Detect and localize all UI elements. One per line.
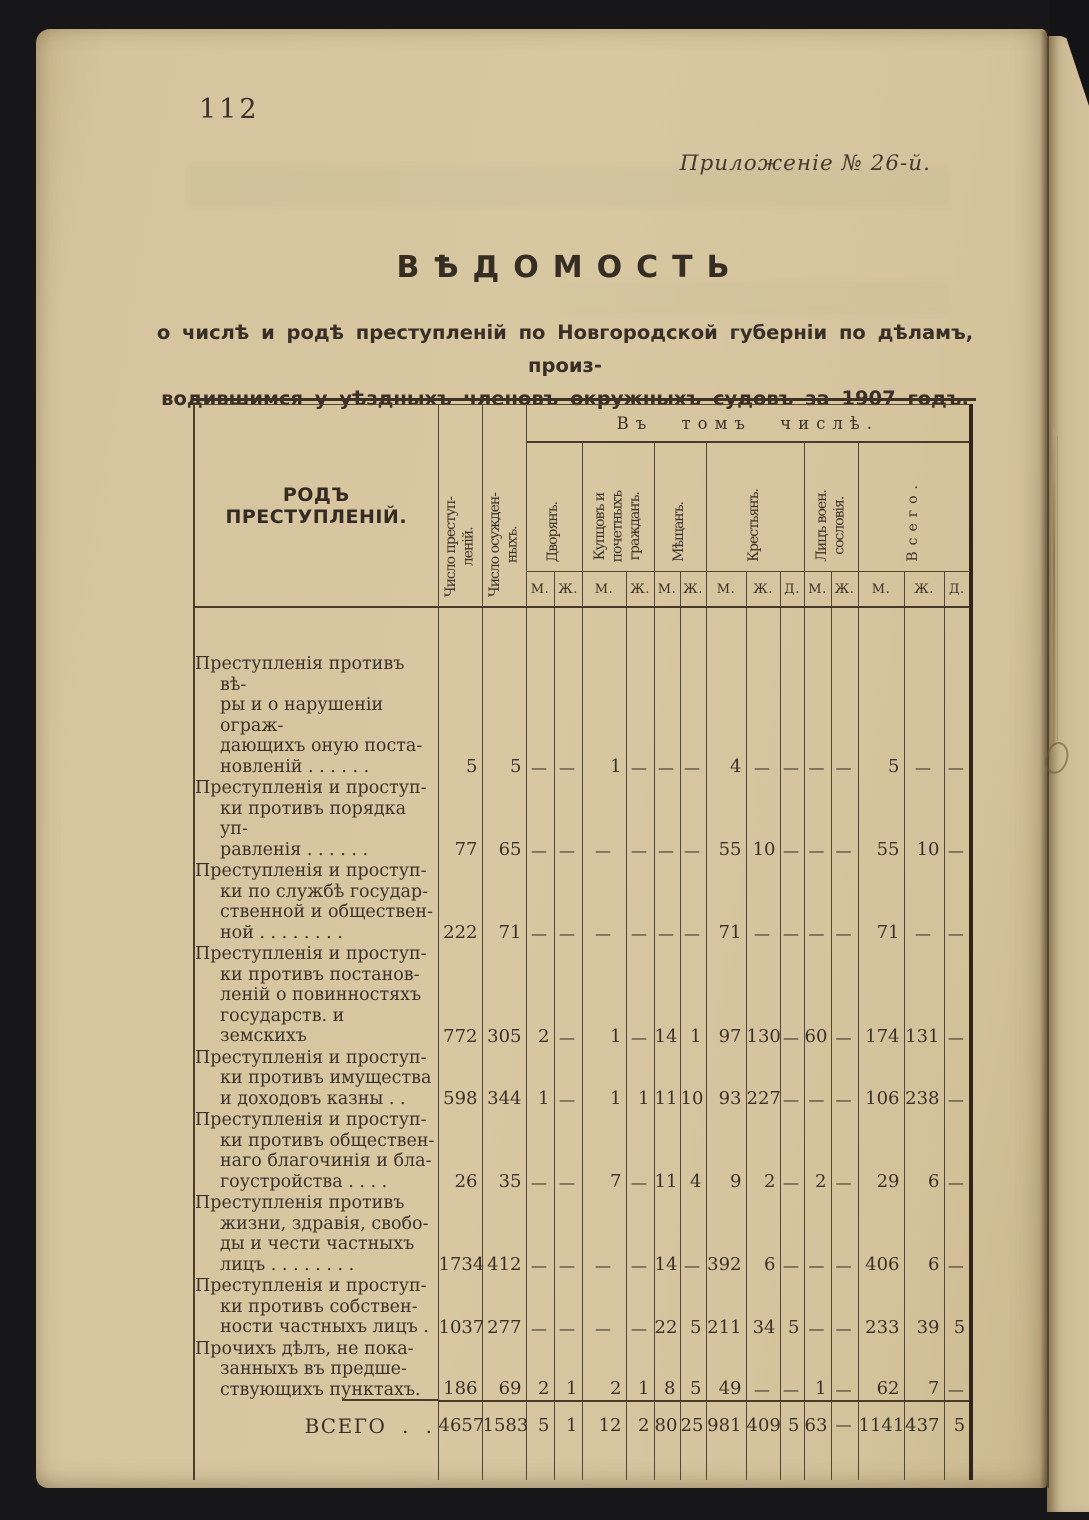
cell-peasants_c: — <box>780 607 804 778</box>
cell-total_m: 62 <box>858 1339 904 1402</box>
cell-merchants_m: 7 <box>582 1110 626 1193</box>
cell-crimes_count: 5 <box>438 607 482 778</box>
cell-burghers_m: 14 <box>654 944 680 1048</box>
cell-total_m: 106 <box>858 1048 904 1111</box>
cell-nobles_m: 1 <box>526 1048 554 1111</box>
cell-nobles_f: — <box>554 778 582 861</box>
cell-total_m: 233 <box>858 1276 904 1339</box>
total-label: ВСЕГО . . <box>194 1401 438 1480</box>
crimes-table <box>193 404 973 1480</box>
cell-merchants_m: 1 <box>582 607 626 778</box>
table-body <box>194 607 971 1480</box>
cell-total-peasants_m: 981 <box>706 1401 746 1480</box>
cell-merchants_f: 1 <box>626 1339 654 1402</box>
cell-peasants_m: 4 <box>706 607 746 778</box>
cell-convicted_count: 305 <box>482 944 526 1048</box>
cell-total-merchants_f: 2 <box>626 1401 654 1480</box>
cell-crimes_count: 598 <box>438 1048 482 1111</box>
cell-peasants_c: — <box>780 861 804 944</box>
cell-total-military_f: — <box>831 1401 858 1480</box>
cell-total-burghers_f: 25 <box>680 1401 706 1480</box>
cell-peasants_f: 2 <box>746 1110 780 1193</box>
table-row <box>194 607 971 778</box>
cell-merchants_m: 1 <box>582 1048 626 1111</box>
col-sub-nobles-1: Ж. <box>554 572 582 608</box>
cell-total_m: 55 <box>858 778 904 861</box>
col-group-military <box>804 442 858 572</box>
subtitle-line-1: о числѣ и родѣ преступленій по Новгородской губерніи по дѣламъ, произ- <box>156 321 974 377</box>
cell-peasants_f: — <box>746 607 780 778</box>
cell-merchants_f: — <box>626 1193 654 1276</box>
cell-military_f: — <box>831 1110 858 1193</box>
cell-military_m: — <box>804 861 831 944</box>
binding-thread <box>1050 428 1062 746</box>
cell-total_f: 238 <box>904 1048 944 1111</box>
cell-military_f: — <box>831 1048 858 1111</box>
cell-total_f: 39 <box>904 1276 944 1339</box>
cell-peasants_f: 6 <box>746 1193 780 1276</box>
cell-total-military_m: 63 <box>804 1401 831 1480</box>
cell-burghers_m: 22 <box>654 1276 680 1339</box>
col-convicted-count <box>482 405 526 608</box>
cell-military_f: — <box>831 1193 858 1276</box>
cell-nobles_f: — <box>554 944 582 1048</box>
col-sub-total-1: Ж. <box>904 572 944 608</box>
table-row <box>194 1110 971 1193</box>
cell-nobles_f: — <box>554 861 582 944</box>
cell-peasants_f: 34 <box>746 1276 780 1339</box>
cell-convicted_count: 35 <box>482 1110 526 1193</box>
cell-crimes_count: 186 <box>438 1339 482 1402</box>
cell-peasants_m: 49 <box>706 1339 746 1402</box>
cell-peasants_c: 5 <box>780 1276 804 1339</box>
cell-total-crimes_count: 4657 <box>438 1401 482 1480</box>
cell-nobles_m: — <box>526 1110 554 1193</box>
cell-total_f: 7 <box>904 1339 944 1402</box>
cell-nobles_m: — <box>526 607 554 778</box>
cell-merchants_f: 1 <box>626 1048 654 1111</box>
cell-total-merchants_m: 12 <box>582 1401 626 1480</box>
cell-total-peasants_c: 5 <box>780 1401 804 1480</box>
cell-peasants_m: 55 <box>706 778 746 861</box>
col-sub-military-1: Ж. <box>831 572 858 608</box>
document-title: ВѢДОМОСТЬ <box>396 250 744 285</box>
col-sub-military-0: М. <box>804 572 831 608</box>
margin-annotation: Приложеніе № 26-й. <box>679 151 931 176</box>
cell-total_f: 131 <box>904 944 944 1048</box>
cell-convicted_count: 69 <box>482 1339 526 1402</box>
cell-total_f: 10 <box>904 778 944 861</box>
cell-military_m: — <box>804 1276 831 1339</box>
cell-peasants_c: — <box>780 778 804 861</box>
row-label: Преступленія и проступ- ки противъ обществен- наго благочинія и бла- гоустройства . . . . <box>195 1110 435 1192</box>
cell-nobles_f: 1 <box>554 1339 582 1402</box>
cell-burghers_m: — <box>654 607 680 778</box>
col-group-merchants-label: Купцовъ и почетныхъ гражданъ. <box>591 490 643 562</box>
cell-peasants_f: — <box>746 1339 780 1402</box>
show-through-ghost <box>560 282 948 314</box>
col-group-military-label: Лицъ воен. сословія. <box>813 490 847 562</box>
row-label: Преступленія противъ жизни, здравія, свобо- ды и чести частныхъ лицъ . . . . . . . . <box>195 1193 429 1275</box>
col-crimes-count-label: Число преступ- леній. <box>442 496 476 597</box>
cell-total_f: — <box>904 607 944 778</box>
cell-merchants_m: — <box>582 861 626 944</box>
cell-peasants_c: — <box>780 1110 804 1193</box>
cell-burghers_f: 1 <box>680 944 706 1048</box>
cell-convicted_count: 5 <box>482 607 526 778</box>
col-group-total-label: Всего. <box>905 479 922 562</box>
cell-nobles_f: — <box>554 1110 582 1193</box>
cell-military_f: — <box>831 1339 858 1402</box>
cell-peasants_c: — <box>780 944 804 1048</box>
row-label: Преступленія и проступ- ки противъ имущества и доходовъ казны . . <box>195 1047 432 1109</box>
cell-peasants_m: 211 <box>706 1276 746 1339</box>
cell-merchants_f: — <box>626 1276 654 1339</box>
cell-total_c: — <box>944 778 971 861</box>
cell-crimes_count: 222 <box>438 861 482 944</box>
col-sub-nobles-0: М. <box>526 572 554 608</box>
cell-burghers_f: — <box>680 1193 706 1276</box>
col-convicted-count-label: Число осужден- ныхъ. <box>486 492 520 597</box>
table-row <box>194 944 971 1048</box>
cell-total-convicted_count: 1583 <box>482 1401 526 1480</box>
cell-total-total_c: 5 <box>944 1401 971 1480</box>
cell-convicted_count: 65 <box>482 778 526 861</box>
cell-total-total_m: 1141 <box>858 1401 904 1480</box>
cell-nobles_m: — <box>526 778 554 861</box>
cell-military_f: — <box>831 861 858 944</box>
cell-merchants_f: — <box>626 1110 654 1193</box>
cell-convicted_count: 277 <box>482 1276 526 1339</box>
cell-military_f: — <box>831 607 858 778</box>
cell-total_c: — <box>944 944 971 1048</box>
cell-peasants_f: 10 <box>746 778 780 861</box>
cell-burghers_m: 8 <box>654 1339 680 1402</box>
cell-military_m: — <box>804 1193 831 1276</box>
cell-crimes_count: 26 <box>438 1110 482 1193</box>
cell-burghers_f: — <box>680 778 706 861</box>
cell-merchants_f: — <box>626 944 654 1048</box>
subtitle-line-2: водившимся у уѣздныхъ членовъ окружныхъ судовъ за 1907 годъ. <box>161 387 969 410</box>
row-label: Прочихъ дѣлъ, не пока- занныхъ въ предше- ствующихъ пунктахъ. <box>195 1338 421 1400</box>
cell-merchants_m: 2 <box>582 1339 626 1402</box>
cell-military_m: — <box>804 607 831 778</box>
cell-total-nobles_m: 5 <box>526 1401 554 1480</box>
row-label: Преступленія и проступ- ки противъ собствен- ности частныхъ лицъ . <box>195 1276 429 1337</box>
cell-peasants_c: — <box>780 1193 804 1276</box>
cell-burghers_f: 5 <box>680 1339 706 1402</box>
row-label: Преступленія и проступ- ки противъ постанов- леній о повинностяхъ государств. и земскихъ <box>195 944 427 1046</box>
cell-peasants_c: — <box>780 1339 804 1402</box>
cell-total_m: 406 <box>858 1193 904 1276</box>
cell-peasants_f: 227 <box>746 1048 780 1111</box>
cell-peasants_f: 130 <box>746 944 780 1048</box>
cell-crimes_count: 77 <box>438 778 482 861</box>
cell-total_m: 29 <box>858 1110 904 1193</box>
cell-peasants_m: 392 <box>706 1193 746 1276</box>
col-sub-merchants-1: Ж. <box>626 572 654 608</box>
col-group-burghers <box>654 442 706 572</box>
table-row <box>194 1276 971 1339</box>
cell-total-burghers_m: 80 <box>654 1401 680 1480</box>
col-sub-merchants-0: М. <box>582 572 626 608</box>
cell-military_f: — <box>831 944 858 1048</box>
cell-total_c: — <box>944 607 971 778</box>
cell-military_f: — <box>831 1276 858 1339</box>
cell-merchants_m: — <box>582 1276 626 1339</box>
cell-nobles_f: — <box>554 1193 582 1276</box>
cell-total_c: 5 <box>944 1276 971 1339</box>
cell-burghers_m: 14 <box>654 1193 680 1276</box>
col-crimes-count <box>438 405 482 608</box>
cell-merchants_m: 1 <box>582 944 626 1048</box>
col-group-nobles <box>526 442 582 572</box>
cell-total_m: 174 <box>858 944 904 1048</box>
cell-burghers_m: — <box>654 861 680 944</box>
col-sub-burghers-1: Ж. <box>680 572 706 608</box>
col-sub-burghers-0: М. <box>654 572 680 608</box>
col-group-peasants-label: Крестьянъ. <box>746 489 763 562</box>
cell-military_f: — <box>831 778 858 861</box>
cell-total_c: — <box>944 1048 971 1111</box>
col-group-burghers-label: Мѣщанъ. <box>671 502 688 562</box>
cell-crimes_count: 1037 <box>438 1276 482 1339</box>
cell-nobles_m: — <box>526 1276 554 1339</box>
table-row <box>194 1193 971 1276</box>
cell-convicted_count: 412 <box>482 1193 526 1276</box>
cell-nobles_f: — <box>554 607 582 778</box>
cell-burghers_f: 5 <box>680 1276 706 1339</box>
table-row <box>194 778 971 861</box>
cell-peasants_m: 93 <box>706 1048 746 1111</box>
table-row <box>194 1339 971 1402</box>
col-group-merchants <box>582 442 654 572</box>
cell-crimes_count: 1734 <box>438 1193 482 1276</box>
cell-burghers_f: — <box>680 861 706 944</box>
cell-burghers_f: 10 <box>680 1048 706 1111</box>
cell-military_m: — <box>804 1048 831 1111</box>
col-group-peasants <box>706 442 804 572</box>
cell-nobles_m: — <box>526 1193 554 1276</box>
cell-crimes_count: 772 <box>438 944 482 1048</box>
cell-nobles_m: 2 <box>526 1339 554 1402</box>
col-sub-peasants-1: Ж. <box>746 572 780 608</box>
col-group-total <box>858 442 971 572</box>
col-sub-total-2: Д. <box>944 572 971 608</box>
cell-peasants_f: — <box>746 861 780 944</box>
cell-military_m: 2 <box>804 1110 831 1193</box>
table-row <box>194 1048 971 1111</box>
cell-burghers_f: — <box>680 607 706 778</box>
cell-total_m: 5 <box>858 607 904 778</box>
row-label: Преступленія и проступ- ки по службѣ государ- ственной и обществен- ной . . . . . . . . <box>195 861 433 943</box>
total-row <box>194 1401 971 1480</box>
cell-merchants_m: — <box>582 778 626 861</box>
cell-total-peasants_f: 409 <box>746 1401 780 1480</box>
cell-nobles_m: 2 <box>526 944 554 1048</box>
cell-total_m: 71 <box>858 861 904 944</box>
cell-total_f: — <box>904 861 944 944</box>
col-sub-peasants-0: М. <box>706 572 746 608</box>
span-header-cell: Въ томъ числѣ. <box>526 405 971 443</box>
cell-military_m: — <box>804 778 831 861</box>
cell-total_c: — <box>944 1339 971 1402</box>
row-label: Преступленія и проступ- ки противъ порядка уп- равленія . . . . . . <box>195 778 427 860</box>
cell-total_f: 6 <box>904 1193 944 1276</box>
cell-total-total_f: 437 <box>904 1401 944 1480</box>
col-group-nobles-label: Дворянъ. <box>545 501 562 562</box>
cell-nobles_f: — <box>554 1048 582 1111</box>
cell-convicted_count: 71 <box>482 861 526 944</box>
cell-merchants_f: — <box>626 607 654 778</box>
cell-peasants_m: 9 <box>706 1110 746 1193</box>
cell-nobles_m: — <box>526 861 554 944</box>
cell-nobles_f: — <box>554 1276 582 1339</box>
cell-total_c: — <box>944 861 971 944</box>
cell-total_c: — <box>944 1110 971 1193</box>
cell-merchants_f: — <box>626 778 654 861</box>
table-row <box>194 861 971 944</box>
row-header-cell: РОДЪ ПРЕСТУПЛЕНІЙ. <box>194 405 438 608</box>
cell-peasants_m: 71 <box>706 861 746 944</box>
cell-total_c: — <box>944 1193 971 1276</box>
cell-total_f: 6 <box>904 1110 944 1193</box>
cell-merchants_f: — <box>626 861 654 944</box>
cell-peasants_c: — <box>780 1048 804 1111</box>
cell-total-nobles_f: 1 <box>554 1401 582 1480</box>
cell-burghers_f: 4 <box>680 1110 706 1193</box>
page-number: 112 <box>199 94 260 125</box>
row-label: Преступленія противъ вѣ- ры и о нарушеніи ограж- дающихъ оную поста- новленій . . . . . . <box>195 654 423 777</box>
cell-military_m: 60 <box>804 944 831 1048</box>
col-sub-peasants-2: Д. <box>780 572 804 608</box>
cell-merchants_m: — <box>582 1193 626 1276</box>
adjacent-page-edge <box>1047 36 1089 1512</box>
crimes-table-wrapper <box>193 398 976 1480</box>
cell-convicted_count: 344 <box>482 1048 526 1111</box>
col-sub-total-0: М. <box>858 572 904 608</box>
cell-burghers_m: 11 <box>654 1110 680 1193</box>
cell-peasants_m: 97 <box>706 944 746 1048</box>
cell-burghers_m: 11 <box>654 1048 680 1111</box>
cell-military_m: 1 <box>804 1339 831 1402</box>
cell-burghers_m: — <box>654 778 680 861</box>
